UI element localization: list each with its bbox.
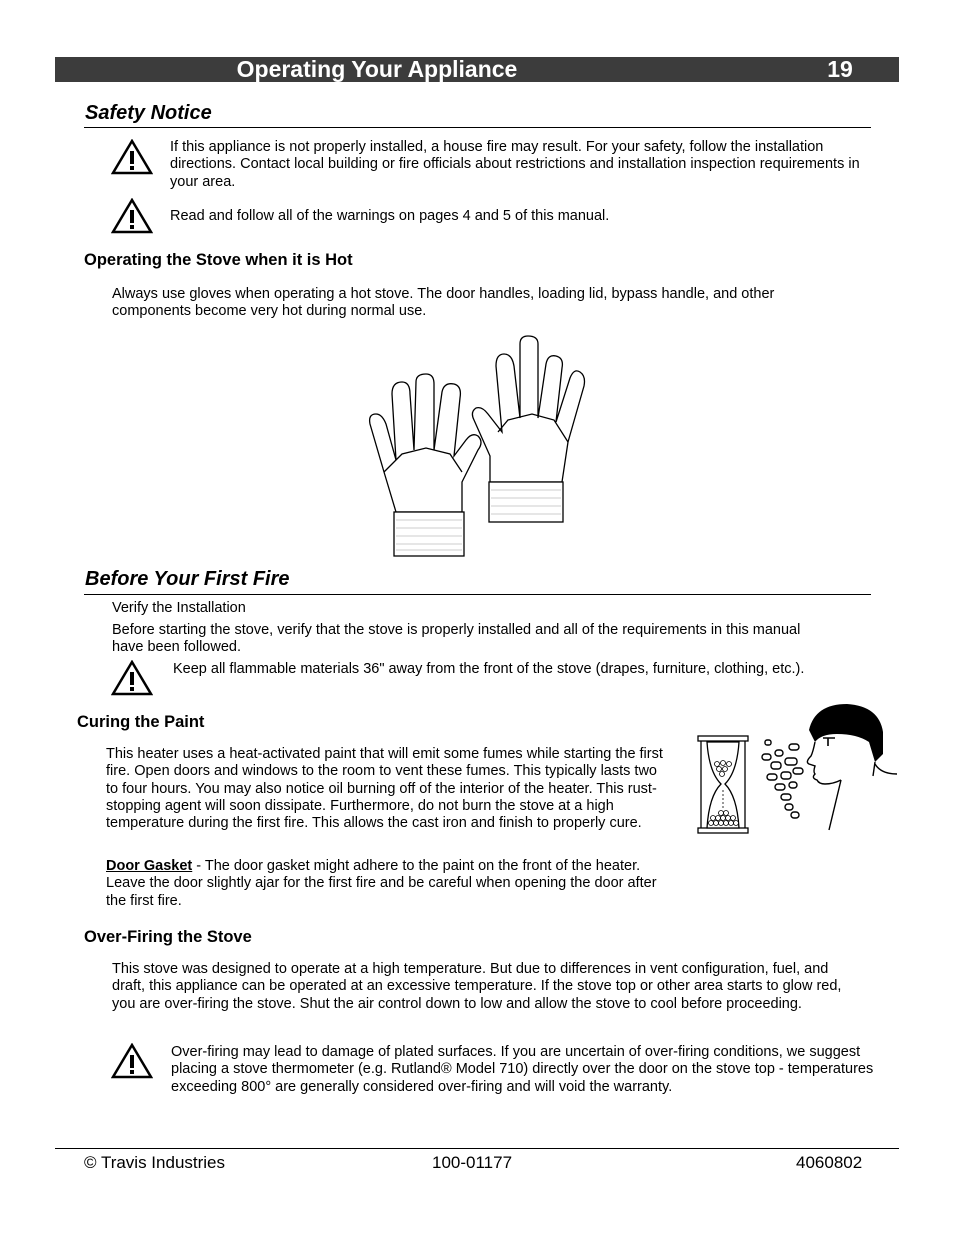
verify-installation-label: Verify the Installation — [112, 600, 246, 616]
door-gasket-paragraph — [106, 858, 666, 910]
verify-installation-text: Before starting the stove, verify that the stove is properly installed and all of the requirements in this manual have been followed. — [112, 622, 801, 656]
footer-revision: 4060802 — [796, 1153, 863, 1172]
warning-triangle-icon — [111, 1043, 153, 1079]
flammable-warning-text: Keep all flammable materials 36" away from the front of the stove (drapes, furniture, clothing, etc.). — [173, 661, 805, 677]
over-firing-heading: Over-Firing the Stove — [84, 928, 252, 946]
over-firing-warning-text: Over-firing may lead to damage of plated surfaces. If you are uncertain of over-firing conditions, we suggest placing a stove thermometer (e.g. Rutland® Model 710) directly over the door on the stove top - temperatures exceeding 800° are generally considered over-firing and will void the warranty. — [171, 1044, 874, 1095]
door-gasket-text: - The door gasket might adhere to the paint on the front of the heater. Leave the door slightly ajar for the first fire and be careful when opening the door after the first fire. — [106, 858, 657, 909]
warning-text-installation: If this appliance is not properly installed, a house fire may result. For your safety, follow the installation directions. Contact local building or fire officials about restrictions and installation inspection requirements in your area. — [170, 139, 860, 190]
section-divider — [84, 127, 871, 128]
man-smelling-fumes-illustration — [807, 704, 897, 830]
page-title: Operating Your Appliance — [236, 56, 518, 82]
footer-divider — [55, 1148, 899, 1149]
over-firing-text: This stove was designed to operate at a high temperature. But due to differences in vent configuration, fuel, and draft, this appliance can be operated at an excessive temperature. If the stove top or other area starts to glow red, you are over-firing the stove. Shut the air control down to low and allow the stove to cool before proceeding. — [112, 961, 842, 1012]
fumes-icon — [762, 740, 803, 818]
footer-document-number: 100-01177 — [432, 1153, 513, 1172]
page-number: 19 — [827, 56, 853, 82]
warning-text-read-manual: Read and follow all of the warnings on pages 4 and 5 of this manual. — [170, 208, 610, 224]
hot-stove-text: Always use gloves when operating a hot stove. The door handles, loading lid, bypass handle, and other components become very hot during normal use. — [112, 286, 775, 320]
section-divider — [84, 594, 871, 595]
hot-stove-heading: Operating the Stove when it is Hot — [84, 251, 353, 269]
warning-triangle-icon — [111, 660, 153, 696]
curing-paint-illustration — [697, 702, 899, 842]
curing-paint-text: This heater uses a heat-activated paint that will emit some fumes while starting the first fire. Open doors and windows to the room to vent these fumes. This typically lasts two to four hours. You may also notice oil burning off of the interior of the heater. This rust-stopping agent will soon dissipate. Furthermore, do not burn the stove at a high temperature during the first fire. This allows the cast iron and finish to properly cure. — [106, 746, 663, 832]
safety-notice-heading: Safety Notice — [85, 102, 212, 124]
footer-copyright: © Travis Industries — [84, 1153, 226, 1172]
gloves-illustration — [362, 332, 592, 567]
door-gasket-label: Door Gasket — [106, 858, 193, 874]
first-fire-heading: Before Your First Fire — [85, 568, 290, 590]
curing-paint-heading: Curing the Paint — [77, 713, 205, 731]
warning-triangle-icon — [111, 198, 153, 234]
warning-triangle-icon — [111, 139, 153, 175]
